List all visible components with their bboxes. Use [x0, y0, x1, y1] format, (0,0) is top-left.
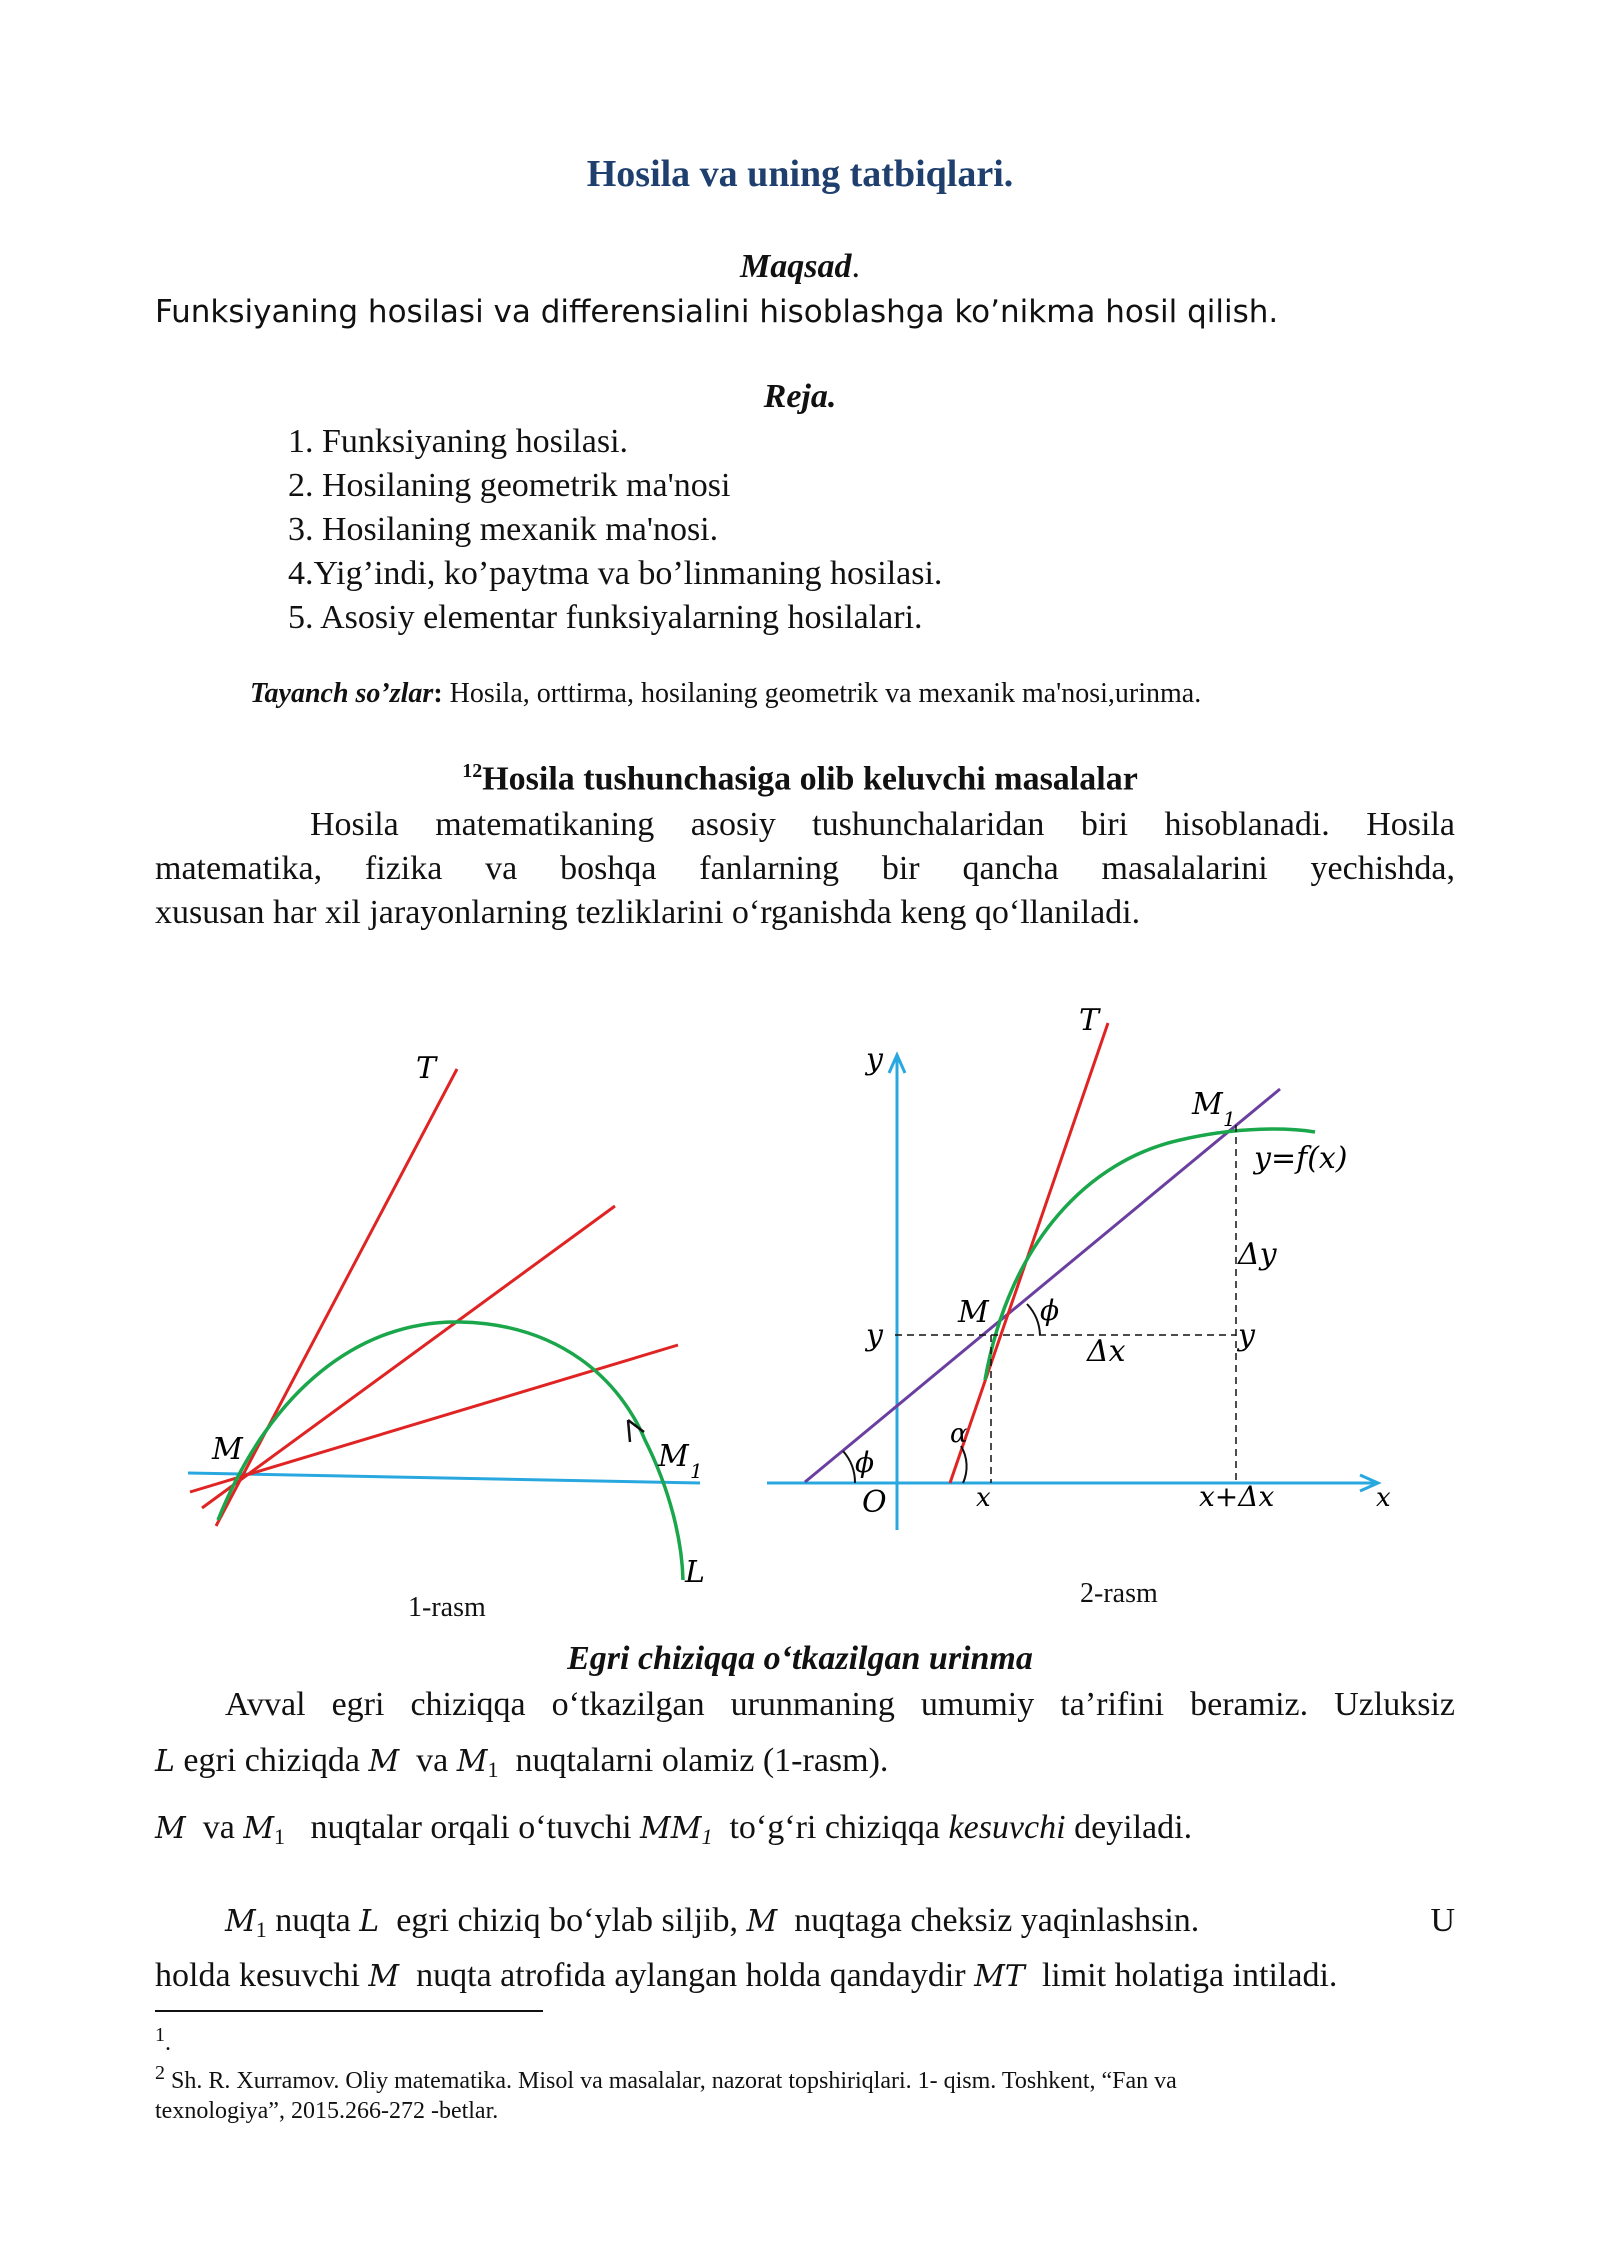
math-M1-sub: 1 — [274, 1824, 286, 1849]
page-title: Hosila va uning tatbiqlari. — [586, 153, 1014, 195]
label-M: M — [212, 1432, 243, 1467]
figure-2 — [767, 1003, 1391, 1530]
section1-line: matematika, fizika va boshqa fanlarning bir qancha masalalarini yechishda, — [155, 850, 1455, 887]
label-phi-bottom: ϕ — [855, 1446, 875, 1479]
text-span: va — [416, 1742, 449, 1779]
section2-heading: Egri chiziqqa o‘tkazilgan urinma — [567, 1640, 1033, 1677]
footnote-separator — [155, 2010, 543, 2012]
footnotes — [155, 2020, 1177, 2126]
label-M1: M — [658, 1439, 689, 1474]
keywords: Tayanch so’zlar: Hosila, orttirma, hosilaning geometrik va mexanik ma'nosi,urinma. — [250, 678, 1202, 709]
text-span: egri chiziq bo‘ylab siljib, — [396, 1902, 738, 1939]
text-span: U — [1430, 1902, 1455, 1939]
math-M: M — [368, 1959, 400, 1994]
text-span: nuqta atrofida aylangan holda qandaydir — [416, 1957, 966, 1994]
label-origin: O — [862, 1485, 887, 1520]
goal-heading: Maqsad. — [740, 248, 860, 285]
text-span: deyiladi. — [1074, 1809, 1193, 1846]
figure2-caption: 2-rasm — [1080, 1578, 1158, 1609]
label-x-axis: x — [1376, 1483, 1391, 1513]
figure-1 — [188, 1051, 705, 1590]
plan-item: 1. Funksiyaning hosilasi. — [288, 423, 629, 460]
footnote-2-mark: 2 — [155, 2062, 165, 2084]
text-span: holda kesuvchi — [155, 1957, 360, 1994]
section1-line: Hosila matematikaning asosiy tushunchalaridan biri hisoblanadi. Hosila — [310, 806, 1455, 843]
text-span: nuqtalar orqali o‘tuvchi — [310, 1809, 632, 1846]
section2-line — [155, 1899, 1455, 1952]
goal-heading-text: Maqsad — [740, 248, 852, 285]
secant-line-MM1 — [805, 1089, 1280, 1482]
section1-line: xususan har xil jarayonlarning tezliklarini o‘rganishda keng qo‘llaniladi. — [155, 894, 1141, 931]
section2-line — [155, 1806, 1455, 1859]
math-M: M — [368, 1744, 400, 1779]
math-M1: M — [243, 1811, 275, 1846]
math-M1-sub: 1 — [255, 1917, 267, 1942]
footnote-1-text: . — [165, 2030, 171, 2056]
label-delta-x: Δx — [1087, 1334, 1126, 1369]
footnote-ref: 12 — [462, 760, 483, 782]
goal-text: Funksiyaning hosilasi va differensialini hisoblashga ko’nikma hosil qilish. — [155, 294, 1279, 330]
tangent-line-MT — [216, 1069, 457, 1526]
math-M1: M — [225, 1904, 256, 1939]
text-span: to‘g‘ri chiziqqa — [729, 1809, 941, 1846]
math-L: L — [155, 1744, 175, 1779]
term-kesuvchi: kesuvchi — [948, 1809, 1066, 1846]
text-span: nuqtaga cheksiz yaqinlashsin. — [794, 1902, 1200, 1939]
plan-item: 2. Hosilaning geometrik ma'nosi — [288, 467, 731, 504]
label-y-left: y — [866, 1318, 883, 1353]
plan-item: 5. Asosiy elementar funksiyalarning hosilalari. — [288, 599, 923, 636]
math-M1: M — [456, 1744, 488, 1779]
curve-L — [218, 1322, 683, 1580]
footnote-1 — [155, 2020, 1177, 2058]
math-L: L — [359, 1904, 380, 1939]
text-span: va — [202, 1809, 235, 1846]
section2-line: Avval egri chiziqqa o‘tkazilgan urunmaning umumiy ta’rifini beramiz. Uzluksiz — [225, 1686, 1455, 1723]
label-function: y=f(x) — [1254, 1141, 1348, 1176]
label-delta-y: Δy — [1238, 1237, 1277, 1272]
keywords-text: Hosila, orttirma, hosilaning geometrik va mexanik ma'nosi,urinma. — [442, 678, 1202, 709]
label-M: M — [958, 1295, 989, 1330]
secant-line-upper — [202, 1206, 615, 1508]
label-T: T — [1079, 1003, 1100, 1038]
label-x-plus-dx: x+Δx — [1199, 1480, 1275, 1513]
plan-item: 3. Hosilaning mexanik ma'nosi. — [288, 511, 719, 548]
math-MM1: MM — [640, 1811, 702, 1846]
label-x-tick: x — [976, 1483, 991, 1513]
plan-item: 4.Yig’indi, ko’paytma va bo’linmaning hosilasi. — [288, 555, 943, 592]
text-span: nuqta — [275, 1902, 351, 1939]
math-M: M — [155, 1811, 186, 1846]
math-MM1-sub: 1 — [701, 1824, 713, 1849]
label-phi-top: ϕ — [1040, 1294, 1060, 1327]
secant-line-lower — [190, 1345, 678, 1492]
math-M: M — [746, 1904, 778, 1939]
angle-arc-phi-bottom — [843, 1451, 855, 1483]
label-L: L — [685, 1555, 705, 1590]
label-M1: M — [1192, 1087, 1223, 1122]
keywords-label: Tayanch so’zlar — [250, 678, 434, 709]
footnote-2-cont: texnologiya”, 2015.266-272 -betlar. — [155, 2098, 499, 2124]
figure1-caption: 1-rasm — [408, 1592, 486, 1623]
section2-line — [155, 1954, 1455, 1999]
horizontal-secant-line — [188, 1473, 700, 1483]
text-span: egri chiziqda — [183, 1742, 360, 1779]
footnote-1-mark: 1 — [155, 2024, 165, 2046]
label-M1-sub: 1 — [690, 1459, 703, 1483]
plan-heading: Reja. — [763, 378, 837, 415]
label-T: T — [416, 1051, 437, 1086]
section2-body — [155, 1683, 1455, 1999]
section1-heading-text: Hosila tushunchasiga olib keluvchi masalalar — [482, 760, 1138, 798]
angle-arc-phi-top — [1027, 1304, 1040, 1335]
label-y-axis: y — [866, 1042, 883, 1077]
footnote-2 — [155, 2058, 1177, 2096]
text-span: limit holatiga intiladi. — [1041, 1957, 1338, 1994]
label-M1-sub: 1 — [1223, 1107, 1236, 1131]
text-span: nuqtalarni olamiz (1-rasm). — [515, 1742, 889, 1779]
footnote-2-text: Sh. R. Xurramov. Oliy matematika. Misol va masalalar, nazorat topshiriqlari. 1- qism. Toshkent, “Fan va — [171, 2068, 1177, 2094]
label-y-right: y — [1238, 1318, 1255, 1353]
math-MT: MT — [974, 1959, 1025, 1994]
label-alpha: α — [950, 1419, 968, 1449]
math-M1-sub: 1 — [487, 1757, 499, 1782]
section2-line — [155, 1739, 1455, 1792]
